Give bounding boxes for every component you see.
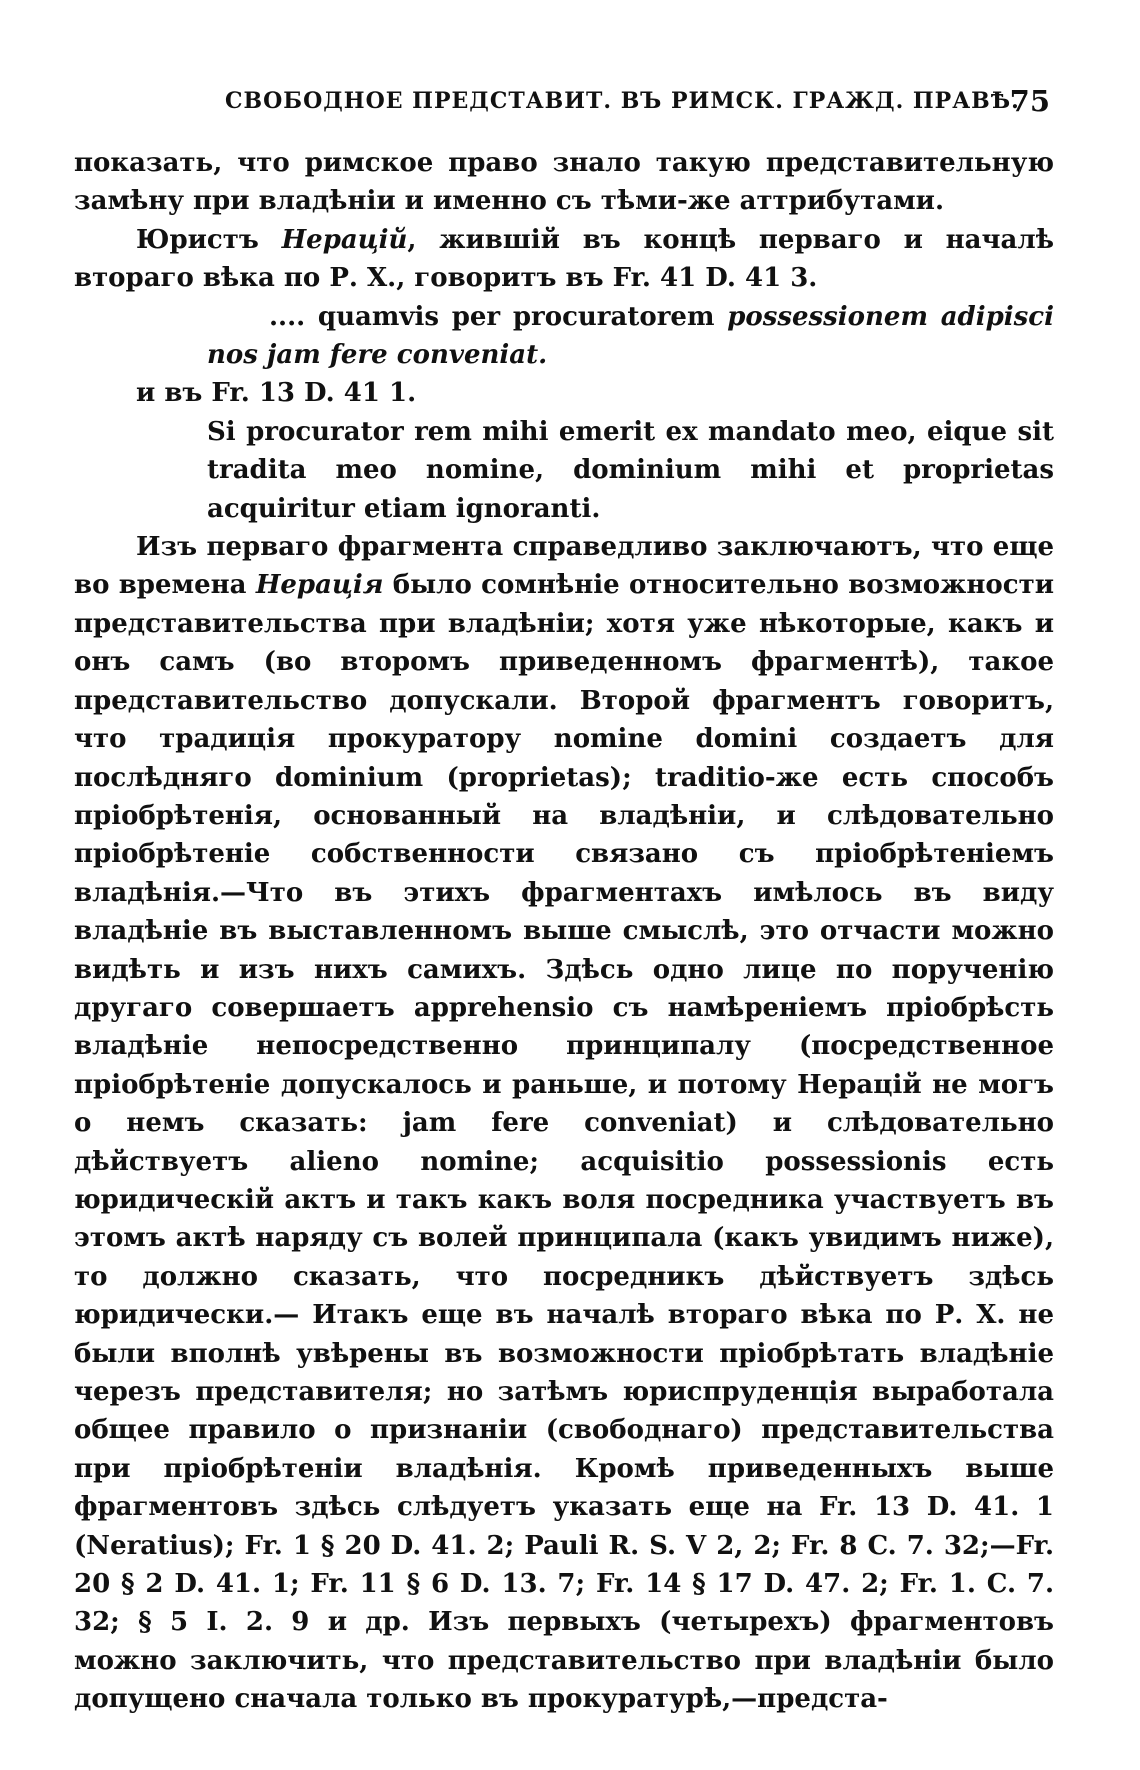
- paragraph-jurist-neratius: [74, 221, 1054, 298]
- jurist-name: Нерація: [255, 570, 384, 601]
- jurist-name: Нерацій: [281, 224, 408, 255]
- latin-quote-first: [207, 298, 1054, 375]
- running-title: СВОБОДНОЕ ПРЕДСТАВИТ. ВЪ РИМСК. ГРАЖД. ПРАВѢ.: [225, 88, 1020, 114]
- paragraph-analysis: [74, 528, 1054, 1719]
- paragraph-lead: Юристъ: [136, 224, 282, 255]
- paragraph-rest: было сомнѣніе относительно возможности представительства при владѣніи; хотя уже нѣкоторые, какъ и онъ самъ (во второмъ приведенномъ фрагментѣ), такое представительство допускали. Второй фрагментъ говоритъ, что традиція прокуратору nomine domini создаетъ для послѣдняго dominium (proprietas); traditio-же есть способъ пріобрѣтенія, основанный на владѣніи, и слѣдовательно пріобрѣтеніе собственности связано съ пріобрѣтеніемъ владѣнія.—Что въ этихъ фрагментахъ имѣлось въ виду владѣніе въ выставленномъ выше смыслѣ, это отчасти можно видѣть и изъ нихъ самихъ. Здѣсь одно лице по порученію другаго совершаетъ apprehensio съ намѣреніемъ пріобрѣсть владѣніе непосредственно принципалу (посредственное пріобрѣтеніе допускалось и раньше, и потому Нерацій не могъ о немъ сказать: jam fere conveniat) и слѣдовательно дѣйствуетъ alieno nomine; acquisitio possessionis есть юридическій актъ и такъ какъ воля посредника участвуетъ въ этомъ актѣ наряду съ волей принципала (какъ увидимъ ниже), то должно сказать, что посредникъ дѣйствуетъ здѣсь юридически.— Итакъ еще въ началѣ втораго вѣка по Р. X. не были вполнѣ увѣрены въ возможности пріобрѣтать владѣніе черезъ представителя; но затѣмъ юриспруденція выработала общее правило о признаніи (свободнаго) представительства при пріобрѣтеніи владѣнія. Кромѣ приведенныхъ выше фрагментовъ здѣсь слѣдуетъ указать еще на Fr. 13 D. 41. 1 (Neratius); Fr. 1 § 20 D. 41. 2; Pauli R. S. V 2, 2; Fr. 8 C. 7. 32;—Fr. 20 § 2 D. 41. 1; Fr. 11 § 6 D. 13. 7; Fr. 14 § 17 D. 47. 2; Fr. 1. C. 7. 32; § 5 I. 2. 9 и др. Изъ первыхъ (четырехъ) фрагментовъ можно заключить, что представительство при владѣніи было допущено сначала только въ прокуратурѣ,—предста-: [74, 570, 1054, 1715]
- quote-text: Si procurator rem mihi emerit ex mandato meo, eique sit tradita meo nomine, dominium mihi et proprietas acquiritur etiam ignoranti.: [207, 416, 1054, 524]
- page-number: 75: [1009, 84, 1050, 118]
- paragraph-rest: , жившій въ концѣ перваго и началѣ втораго вѣка по Р. X., говоритъ въ Fr. 41 D. 41 3.: [74, 224, 1054, 294]
- citation-text: и въ Fr. 13 D. 41 1.: [136, 378, 417, 409]
- page-body: [74, 144, 1054, 1719]
- paragraph-lead: Изъ перваго фрагмента справедливо заключаютъ, что еще во времена: [74, 532, 1054, 601]
- quote-italic: possessionem adipisci nos jam fere conveniat.: [207, 301, 1055, 371]
- paragraph-text: показать, что римское право знало такую представительную замѣну при владѣніи и именно съ тѣми-же аттрибутами.: [74, 148, 1054, 217]
- paragraph-continuation: [74, 144, 1054, 221]
- citation-line: [136, 374, 1054, 412]
- quote-lead: .... quamvis per procuratorem: [269, 301, 728, 332]
- page-header: [75, 84, 1050, 124]
- latin-quote-second: [207, 413, 1054, 528]
